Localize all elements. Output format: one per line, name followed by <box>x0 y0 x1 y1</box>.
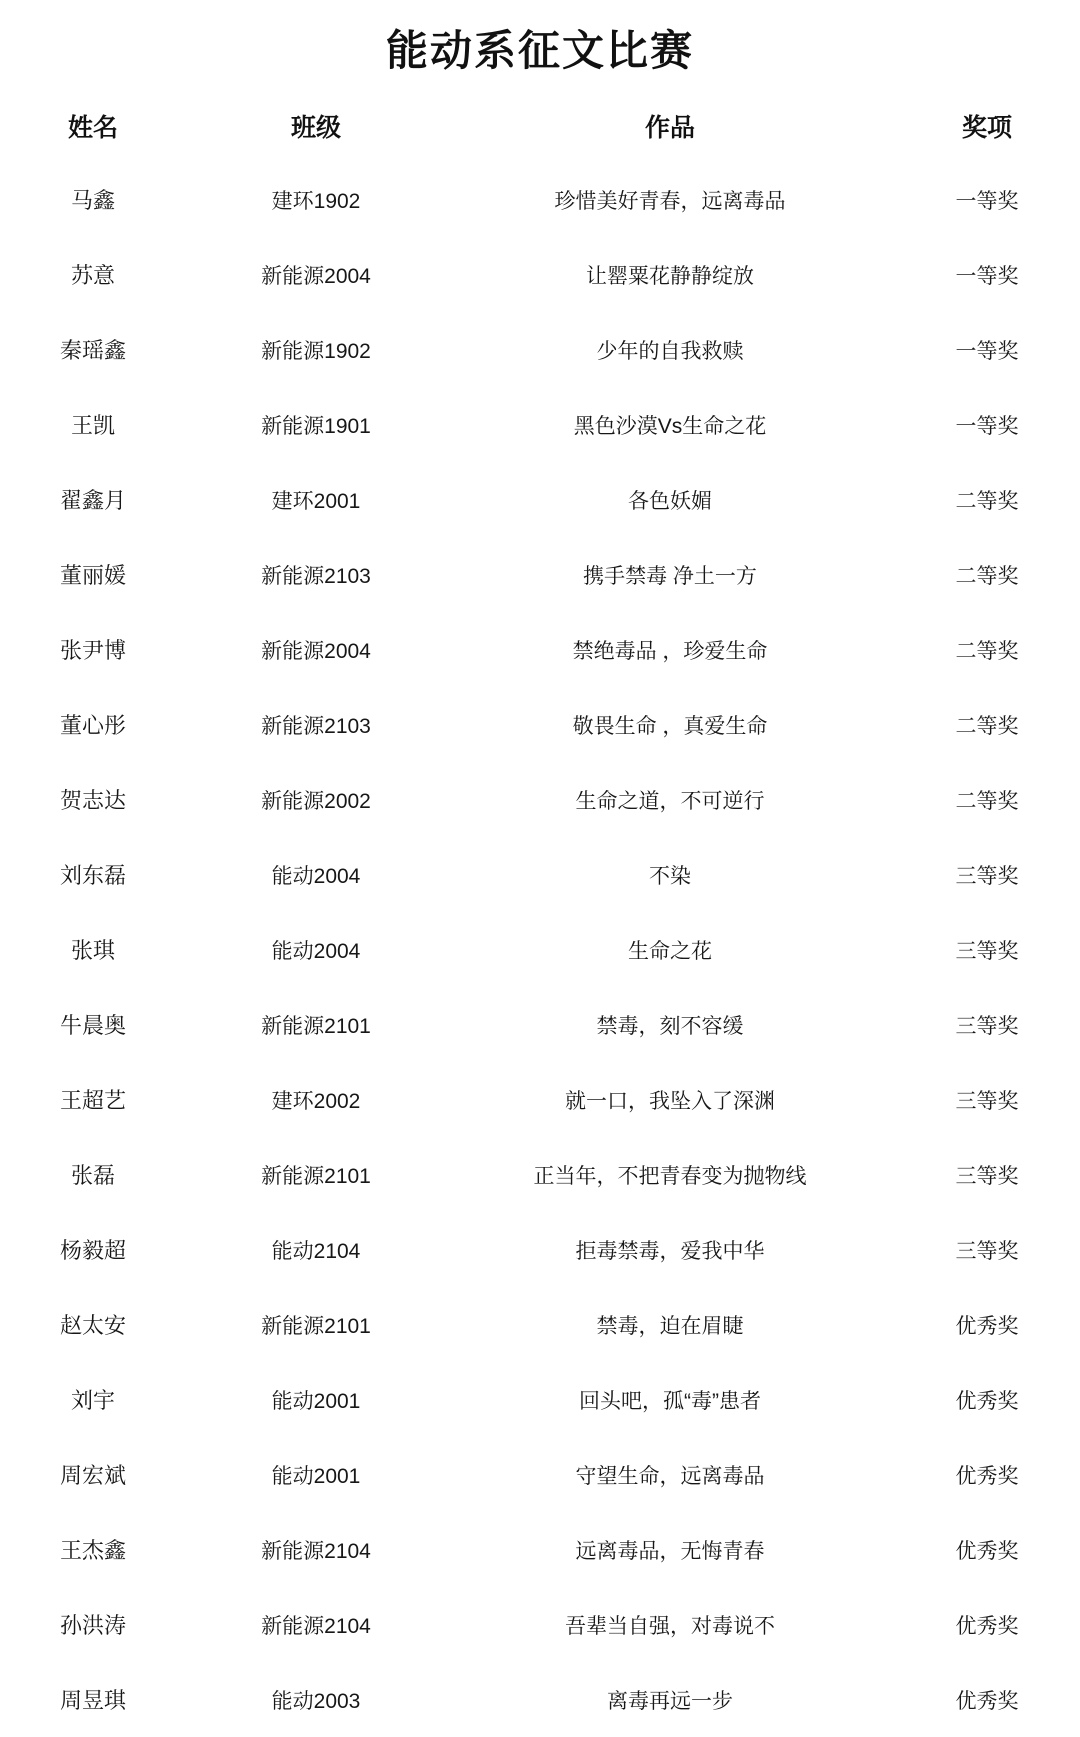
table-row <box>0 987 1080 1062</box>
cell-work: 少年的自我救赎 <box>596 339 744 363</box>
cell-award: 二等奖 <box>955 639 1019 663</box>
cell-award: 优秀奖 <box>955 1389 1019 1413</box>
column-header-name: 姓名 <box>67 114 118 142</box>
cell-award: 一等奖 <box>955 414 1019 438</box>
cell-name: 孙洪涛 <box>59 1613 126 1638</box>
cell-name: 张琪 <box>70 938 115 963</box>
cell-class: 新能源2004 <box>261 639 371 663</box>
table-row <box>0 1437 1080 1512</box>
table-row <box>0 1287 1080 1362</box>
table-row <box>0 1137 1080 1212</box>
table-row <box>0 1512 1080 1587</box>
cell-work: 远离毒品，无悔青春 <box>575 1539 765 1563</box>
cell-name: 董心彤 <box>59 713 126 738</box>
cell-award: 优秀奖 <box>955 1539 1019 1563</box>
cell-award: 三等奖 <box>955 1164 1019 1188</box>
cell-name: 苏意 <box>70 263 115 288</box>
cell-award: 二等奖 <box>955 714 1019 738</box>
cell-class: 新能源2002 <box>261 789 371 813</box>
cell-name: 翟鑫月 <box>59 488 126 513</box>
cell-name: 王凯 <box>70 413 115 438</box>
column-header-award: 奖项 <box>961 114 1012 142</box>
table-row <box>0 1662 1080 1737</box>
table-body <box>0 162 1080 1737</box>
page-title: 能动系征文比赛 <box>385 27 694 74</box>
cell-award: 优秀奖 <box>955 1614 1019 1638</box>
cell-class: 能动2003 <box>271 1689 361 1713</box>
cell-class: 能动2104 <box>271 1239 361 1263</box>
cell-name: 刘宇 <box>70 1388 115 1413</box>
cell-work: 禁绝毒品 ，珍爱生命 <box>572 639 768 663</box>
cell-award: 三等奖 <box>955 1089 1019 1113</box>
table-row <box>0 387 1080 462</box>
cell-award: 二等奖 <box>955 789 1019 813</box>
table-row <box>0 837 1080 912</box>
cell-work: 拒毒禁毒，爱我中华 <box>575 1239 765 1263</box>
cell-work: 黑色沙漠Vs生命之花 <box>573 414 767 438</box>
cell-class: 建环1902 <box>271 189 361 213</box>
cell-name: 王杰鑫 <box>59 1538 126 1563</box>
award-table <box>0 94 1080 1737</box>
cell-class: 新能源2104 <box>261 1614 371 1638</box>
cell-class: 新能源1901 <box>261 414 371 438</box>
cell-class: 能动2001 <box>271 1464 361 1488</box>
cell-award: 二等奖 <box>955 564 1019 588</box>
cell-work: 禁毒，刻不容缓 <box>596 1014 744 1038</box>
cell-name: 马鑫 <box>70 188 115 213</box>
table-row <box>0 1587 1080 1662</box>
cell-class: 新能源2004 <box>261 264 371 288</box>
table-row <box>0 912 1080 987</box>
cell-name: 秦瑶鑫 <box>59 338 126 363</box>
cell-work: 携手禁毒 净土一方 <box>583 564 757 588</box>
cell-award: 一等奖 <box>955 264 1019 288</box>
cell-name: 张尹博 <box>59 638 126 663</box>
table-row <box>0 612 1080 687</box>
cell-work: 珍惜美好青春，远离毒品 <box>554 189 786 213</box>
cell-class: 新能源1902 <box>261 339 371 363</box>
cell-name: 周宏斌 <box>59 1463 126 1488</box>
cell-class: 能动2001 <box>271 1389 361 1413</box>
cell-class: 新能源2104 <box>261 1539 371 1563</box>
table-row <box>0 1212 1080 1287</box>
cell-award: 三等奖 <box>955 1239 1019 1263</box>
cell-work: 吾辈当自强，对毒说不 <box>565 1614 775 1638</box>
cell-award: 三等奖 <box>955 939 1019 963</box>
cell-name: 周昱琪 <box>59 1688 126 1713</box>
cell-work: 生命之花 <box>628 939 712 963</box>
cell-work: 各色妖媚 <box>628 489 712 513</box>
cell-work: 离毒再远一步 <box>607 1689 733 1713</box>
column-header-class: 班级 <box>290 114 341 142</box>
cell-name: 杨毅超 <box>59 1238 126 1263</box>
cell-award: 三等奖 <box>955 864 1019 888</box>
table-row <box>0 237 1080 312</box>
cell-award: 优秀奖 <box>955 1314 1019 1338</box>
cell-name: 贺志达 <box>59 788 126 813</box>
cell-class: 新能源2103 <box>261 714 371 738</box>
cell-work: 回头吧，孤“毒”患者 <box>579 1389 761 1413</box>
cell-award: 优秀奖 <box>955 1464 1019 1488</box>
cell-work: 正当年，不把青春变为抛物线 <box>533 1164 807 1188</box>
cell-class: 新能源2101 <box>261 1314 371 1338</box>
cell-award: 优秀奖 <box>955 1689 1019 1713</box>
cell-award: 一等奖 <box>955 339 1019 363</box>
table-header-row <box>0 94 1080 162</box>
cell-work: 让罂粟花静静绽放 <box>586 264 754 288</box>
cell-award: 二等奖 <box>955 489 1019 513</box>
cell-name: 刘东磊 <box>59 863 126 888</box>
cell-work: 禁毒，迫在眉睫 <box>596 1314 744 1338</box>
table-row <box>0 312 1080 387</box>
table-row <box>0 687 1080 762</box>
cell-class: 新能源2101 <box>261 1164 371 1188</box>
cell-work: 就一口，我坠入了深渊 <box>565 1089 775 1113</box>
cell-class: 新能源2103 <box>261 564 371 588</box>
cell-name: 赵太安 <box>59 1313 126 1338</box>
cell-name: 牛晨奥 <box>59 1013 126 1038</box>
cell-work: 不染 <box>649 864 691 888</box>
table-header <box>0 94 1080 162</box>
table-row <box>0 762 1080 837</box>
table-row <box>0 537 1080 612</box>
table-row <box>0 462 1080 537</box>
table-row <box>0 162 1080 237</box>
cell-work: 生命之道，不可逆行 <box>575 789 765 813</box>
cell-class: 新能源2101 <box>261 1014 371 1038</box>
cell-class: 能动2004 <box>271 939 361 963</box>
table-row <box>0 1062 1080 1137</box>
cell-class: 建环2002 <box>271 1089 361 1113</box>
cell-class: 建环2001 <box>271 489 361 513</box>
cell-class: 能动2004 <box>271 864 361 888</box>
cell-name: 王超艺 <box>59 1088 126 1113</box>
cell-award: 三等奖 <box>955 1014 1019 1038</box>
cell-name: 董丽媛 <box>59 563 126 588</box>
cell-work: 敬畏生命 ，真爱生命 <box>572 714 768 738</box>
cell-award: 一等奖 <box>955 189 1019 213</box>
table-row <box>0 1362 1080 1437</box>
cell-name: 张磊 <box>70 1163 115 1188</box>
column-header-work: 作品 <box>644 114 695 142</box>
cell-work: 守望生命，远离毒品 <box>575 1464 765 1488</box>
